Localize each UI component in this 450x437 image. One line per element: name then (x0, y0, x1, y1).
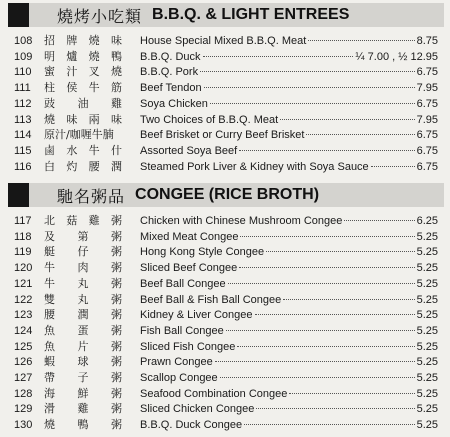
item-number: 127 (14, 372, 33, 384)
dot-leader (204, 86, 415, 88)
menu-item-row (0, 112, 450, 128)
item-name-en: Scallop Congee (140, 372, 218, 384)
item-name-cn: 帶 子 粥 (44, 371, 122, 384)
item-price: 5.25 (416, 356, 438, 369)
menu-item-row (0, 80, 450, 96)
item-line (140, 64, 438, 80)
item-name-cn: 燒 味 兩 味 (44, 112, 122, 126)
menu-item-row (0, 386, 450, 402)
item-number: 126 (14, 356, 33, 369)
item-line (140, 276, 438, 292)
dot-leader (266, 250, 414, 252)
item-number: 129 (14, 403, 33, 416)
item-name-cn: 魚 片 粥 (44, 339, 122, 353)
item-price: 5.25 (416, 293, 438, 306)
item-number: 117 (14, 215, 32, 227)
item-line (140, 323, 438, 339)
dot-leader (240, 235, 414, 237)
dot-leader (228, 282, 415, 284)
item-number: 122 (14, 293, 33, 306)
item-number: 123 (14, 309, 33, 322)
menu-item-row (0, 127, 450, 143)
item-name-en: Sliced Beef Congee (140, 262, 238, 275)
item-number: 112 (14, 97, 32, 110)
item-line (140, 213, 438, 229)
dot-leader (237, 345, 414, 347)
item-price: 5.25 (416, 403, 438, 416)
menu-item-row (0, 96, 450, 112)
item-name-cn: 及 第 粥 (44, 229, 122, 243)
item-number: 113 (14, 113, 32, 126)
item-price: 5.25 (416, 340, 438, 353)
item-name-cn: 白 灼 腰 潤 (44, 159, 122, 173)
dot-leader (244, 423, 414, 425)
item-number: 115 (14, 144, 32, 157)
item-name-cn: 艇 仔 粥 (44, 245, 122, 259)
item-name-cn: 明 爐 燒 鴨 (44, 49, 122, 63)
item-name-en: House Special Mixed B.B.Q. Meat (140, 35, 307, 47)
dot-leader (256, 407, 414, 409)
dot-leader (215, 360, 415, 362)
item-name-en: Steamed Pork Liver & Kidney with Soya Sauce (140, 160, 369, 173)
item-line (140, 370, 438, 386)
menu-item-row (0, 276, 450, 292)
item-name-cn: 蝦 球 粥 (44, 355, 122, 369)
item-name-en: B.B.Q. Duck (140, 50, 201, 63)
item-name-en: Seafood Combination Congee (140, 387, 288, 400)
item-line (140, 96, 438, 112)
item-name-en: Assorted Soya Beef (140, 144, 238, 157)
dot-leader (255, 313, 415, 315)
section-header-bbq (8, 3, 444, 27)
menu-item-row (0, 64, 450, 80)
item-line (140, 354, 438, 370)
menu-item-row (0, 401, 450, 417)
item-number: 128 (14, 387, 33, 400)
section-title-en: B.B.Q. & LIGHT ENTREES (152, 6, 350, 23)
item-number: 120 (14, 262, 33, 275)
item-name-cn: 鹵 水 牛 什 (44, 143, 122, 157)
menu-item-row (0, 143, 450, 159)
dot-leader (283, 298, 414, 300)
section-header-congee (8, 183, 444, 207)
item-price: 6.75 (416, 97, 438, 110)
item-number: 110 (14, 66, 32, 79)
menu-item-row (0, 159, 450, 175)
item-name-cn: 蜜 汁 叉 燒 (44, 65, 122, 79)
item-number: 118 (14, 230, 32, 243)
item-name-en: Beef Ball & Fish Ball Congee (140, 293, 282, 306)
menu-item-row (0, 229, 450, 245)
item-price: 5.25 (416, 419, 438, 432)
item-line (140, 292, 438, 308)
item-price: 5.25 (416, 246, 438, 259)
menu-item-row (0, 417, 450, 433)
item-name-en: Mixed Meat Congee (140, 230, 239, 243)
item-name-en: Two Choices of B.B.Q. Meat (140, 113, 279, 126)
dot-leader (239, 149, 414, 151)
item-number: 114 (14, 129, 32, 142)
menu-item-row (0, 307, 450, 323)
item-line (140, 143, 438, 159)
item-name-cn: 牛 肉 粥 (44, 261, 122, 275)
item-price: 7.95 (416, 113, 438, 126)
dot-leader (280, 118, 414, 120)
dot-leader (289, 392, 414, 394)
item-name-cn: 腰 潤 粥 (44, 308, 122, 322)
item-line (140, 401, 438, 417)
item-number: 124 (14, 324, 33, 337)
item-name-en: B.B.Q. Duck Congee (140, 419, 243, 432)
section-marker-box (8, 183, 29, 207)
item-price: 5.25 (416, 262, 438, 275)
item-line (140, 80, 438, 96)
item-line (140, 244, 438, 260)
item-name-en: Soya Chicken (140, 97, 208, 110)
item-price: 5.25 (416, 277, 438, 290)
item-price: 5.25 (416, 372, 438, 384)
item-name-cn: 牛 丸 粥 (44, 276, 122, 290)
item-price: 5.25 (416, 324, 438, 337)
item-name-en: Sliced Fish Congee (140, 340, 236, 353)
item-line (140, 49, 438, 65)
section-title-cn: 馳名粥品 (57, 186, 126, 206)
item-price: ¼ 7.00 , ½ 12.95 (355, 50, 438, 63)
item-line (140, 307, 438, 323)
item-line (140, 417, 438, 433)
section-title-cn: 燒烤小吃類 (57, 6, 143, 26)
menu-item-row (0, 244, 450, 260)
item-line (140, 260, 438, 276)
menu-item-row (0, 260, 450, 276)
menu-item-row (0, 339, 450, 355)
dot-leader (203, 55, 354, 57)
menu-item-row (0, 33, 450, 49)
dot-leader (239, 266, 414, 268)
item-line (140, 33, 438, 49)
section-title-en: CONGEE (RICE BROTH) (135, 186, 320, 203)
menu-item-row (0, 323, 450, 339)
item-name-cn: 原汁/咖喱牛腩 (44, 128, 114, 142)
item-price: 6.25 (416, 215, 438, 227)
item-name-en: Prawn Congee (140, 356, 213, 369)
item-name-cn: 燒 鴨 粥 (44, 418, 122, 432)
item-number: 119 (14, 246, 32, 259)
item-number: 108 (14, 35, 33, 47)
item-price: 5.25 (416, 230, 438, 243)
item-price: 8.75 (416, 35, 438, 47)
item-number: 121 (14, 277, 33, 290)
menu-item-row (0, 213, 450, 229)
item-name-en: Kidney & Liver Congee (140, 309, 253, 322)
item-name-en: Sliced Chicken Congee (140, 403, 255, 416)
dot-leader (371, 165, 415, 167)
item-name-en: B.B.Q. Pork (140, 66, 199, 79)
item-name-cn: 滑 雞 粥 (44, 402, 122, 416)
item-price: 6.75 (416, 66, 438, 79)
dot-leader (200, 70, 415, 72)
dot-leader (226, 329, 415, 331)
item-number: 125 (14, 340, 33, 353)
item-price: 5.25 (416, 309, 438, 322)
item-name-en: Beef Ball Congee (140, 277, 226, 290)
item-price: 6.75 (416, 129, 438, 142)
menu-item-row (0, 354, 450, 370)
item-price: 7.95 (416, 82, 438, 95)
dot-leader (308, 39, 414, 41)
item-name-cn: 雙 丸 粥 (44, 292, 122, 306)
item-name-cn: 豉 油 雞 (44, 96, 122, 110)
item-name-en: Beef Tendon (140, 82, 202, 95)
dot-leader (344, 219, 414, 221)
item-line (140, 159, 438, 175)
item-name-en: Beef Brisket or Curry Beef Brisket (140, 129, 305, 142)
item-number: 130 (14, 419, 33, 432)
item-name-cn: 北 菇 雞 粥 (44, 214, 122, 227)
item-line (140, 229, 438, 245)
item-name-en: Hong Kong Style Congee (140, 246, 265, 259)
item-number: 116 (14, 160, 32, 173)
item-line (140, 112, 438, 128)
item-name-en: Chicken with Chinese Mushroom Congee (140, 215, 343, 227)
item-line (140, 127, 438, 143)
item-price: 6.75 (416, 160, 438, 173)
item-line (140, 339, 438, 355)
item-name-cn: 柱 侯 牛 筋 (44, 81, 122, 95)
section-marker-box (8, 3, 29, 27)
dot-leader (306, 133, 414, 135)
item-name-cn: 海 鮮 粥 (44, 386, 122, 400)
item-number: 111 (14, 82, 31, 95)
item-line (140, 386, 438, 402)
item-price: 5.25 (416, 387, 438, 400)
item-name-cn: 魚 蛋 粥 (44, 323, 122, 337)
menu-item-row (0, 292, 450, 308)
item-name-en: Fish Ball Congee (140, 324, 224, 337)
menu-item-row (0, 49, 450, 65)
menu-item-row (0, 370, 450, 386)
dot-leader (220, 376, 415, 378)
item-number: 109 (14, 50, 33, 63)
item-name-cn: 招 牌 燒 味 (44, 34, 122, 47)
dot-leader (210, 102, 415, 104)
item-price: 6.75 (416, 144, 438, 157)
